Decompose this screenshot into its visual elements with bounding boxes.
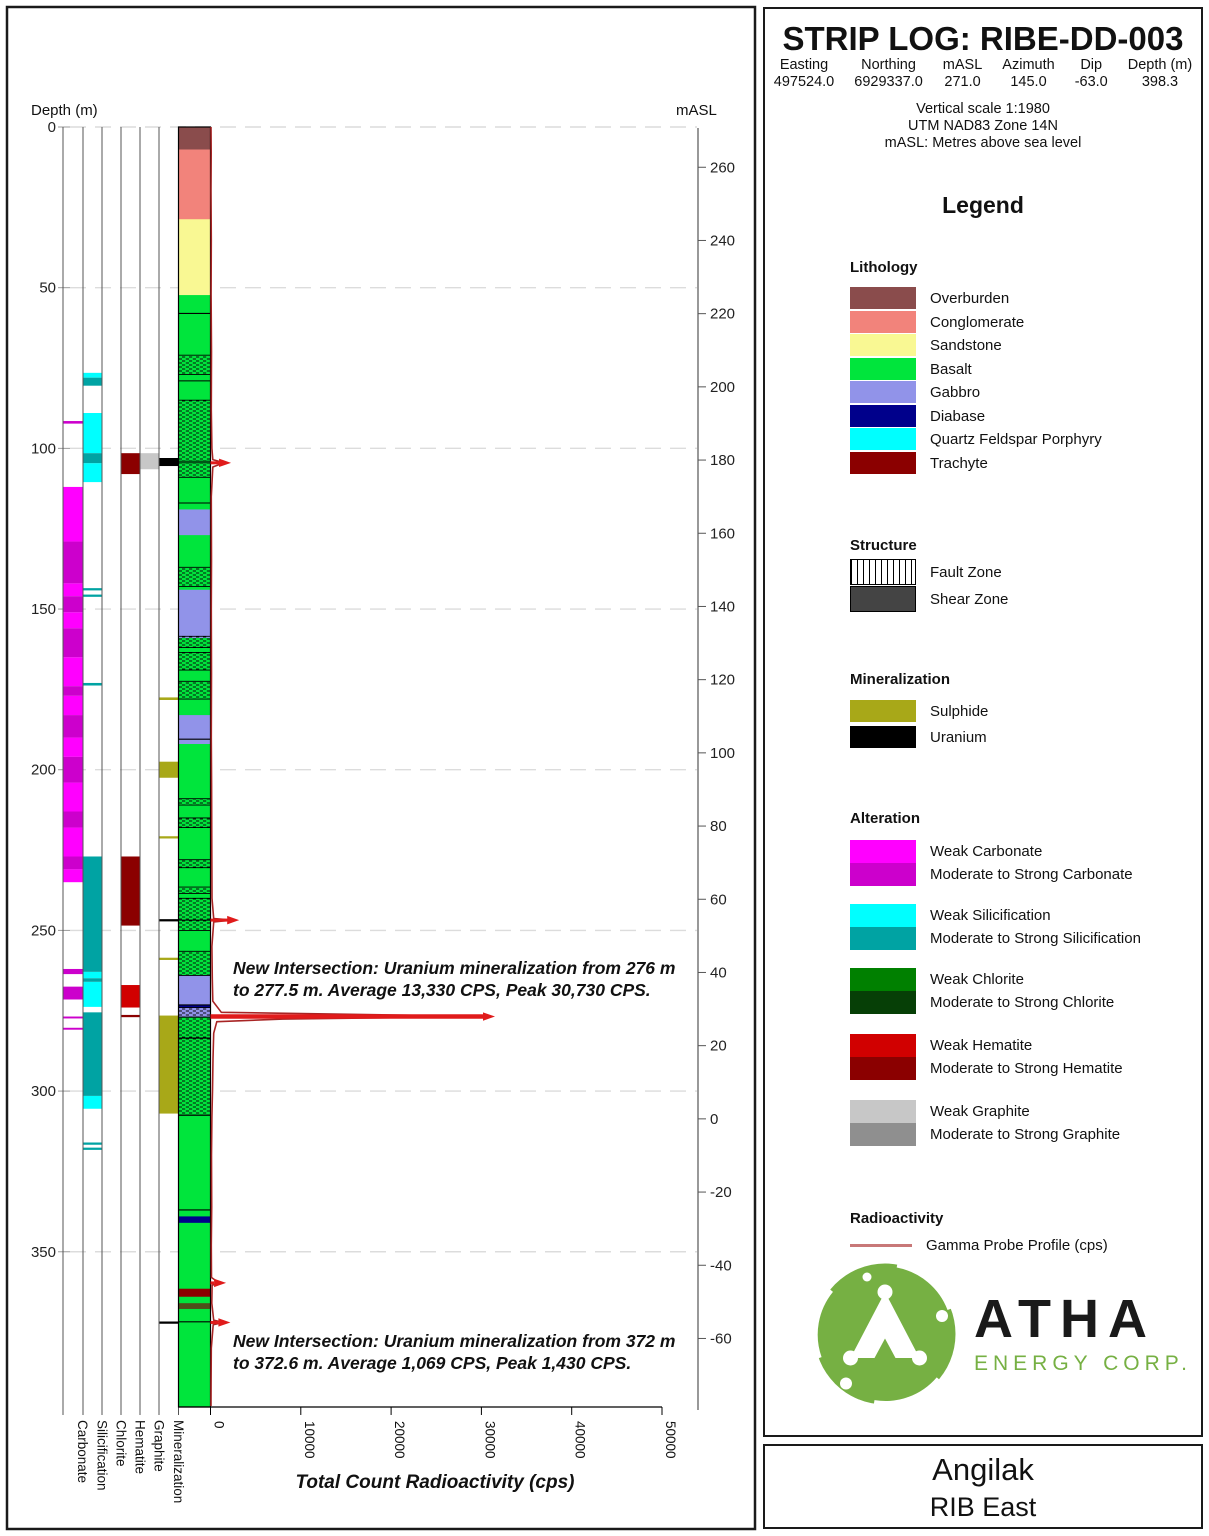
intersection-annotation-1: New Intersection: Uranium mineralization from 276 m to 277.5 m. Average 13,330 CPS, Peak 30,730 CPS. xyxy=(233,958,676,1000)
info-panel xyxy=(763,7,1203,1437)
svg-text:0: 0 xyxy=(710,1110,719,1128)
svg-text:300: 300 xyxy=(30,1083,56,1101)
svg-text:Graphite: Graphite xyxy=(151,1420,167,1472)
utm-note: UTM NAD83 Zone 14N xyxy=(908,118,1058,134)
svg-text:Chlorite: Chlorite xyxy=(113,1420,129,1467)
svg-text:0: 0 xyxy=(211,1420,227,1429)
legend-group-graphite: Weak Graphite Moderate to Strong Graphite xyxy=(850,1100,1120,1146)
page-title: STRIP LOG: RIBE-DD-003 xyxy=(782,20,1184,57)
svg-text:0: 0 xyxy=(47,119,56,136)
hematite-swatch xyxy=(850,1034,916,1080)
legend-row-uranium: Uranium xyxy=(850,725,987,749)
svg-text:220: 220 xyxy=(710,305,736,323)
qfp-swatch xyxy=(850,428,916,450)
legend-row-qfp: Quartz Feldspar Porphyry xyxy=(850,427,1102,451)
mineralization-heading: Mineralization xyxy=(850,671,951,688)
svg-text:160: 160 xyxy=(710,525,736,543)
radioactivity-heading: Radioactivity xyxy=(850,1210,944,1227)
uranium-swatch xyxy=(850,726,916,748)
legend-row-shear-zone: Shear Zone xyxy=(850,587,1008,611)
svg-text:50: 50 xyxy=(39,279,56,297)
masl-axis-label: mASL xyxy=(676,102,717,119)
lithology-heading: Lithology xyxy=(850,259,918,276)
diabase-swatch xyxy=(850,405,916,427)
alteration-heading: Alteration xyxy=(850,810,921,827)
company-logo xyxy=(810,1259,1192,1409)
legend-row-gabbro: Gabbro xyxy=(850,380,980,404)
legend-row-fault-zone: Fault Zone xyxy=(850,560,1002,584)
trachyte-swatch xyxy=(850,452,916,474)
legend-row-overburden: Overburden xyxy=(850,286,1009,310)
conglomerate-swatch xyxy=(850,311,916,333)
fault-zone-swatch xyxy=(850,559,916,585)
svg-text:30000: 30000 xyxy=(482,1420,498,1459)
svg-text:20000: 20000 xyxy=(392,1420,408,1459)
svg-text:Mineralization: Mineralization xyxy=(170,1420,186,1504)
overburden-swatch xyxy=(850,287,916,309)
svg-text:200: 200 xyxy=(710,378,736,396)
svg-text:250: 250 xyxy=(30,922,56,940)
structure-heading: Structure xyxy=(850,537,917,554)
svg-text:Silicification: Silicification xyxy=(94,1420,110,1491)
svg-text:350: 350 xyxy=(30,1243,56,1261)
chlorite-swatch xyxy=(850,968,916,1014)
svg-text:-60: -60 xyxy=(710,1330,732,1348)
legend-row-basalt: Basalt xyxy=(850,357,972,381)
legend-row-diabase: Diabase xyxy=(850,404,985,428)
sulphide-swatch xyxy=(850,700,916,722)
masl-note: mASL: Metres above sea level xyxy=(884,135,1082,151)
svg-text:140: 140 xyxy=(710,598,736,616)
legend-group-carbonate: Weak Carbonate Moderate to Strong Carbonate xyxy=(850,840,1133,886)
legend-row-sulphide: Sulphide xyxy=(850,699,988,723)
silicification-swatch xyxy=(850,904,916,950)
svg-text:Carbonate: Carbonate xyxy=(75,1420,90,1484)
gabbro-swatch xyxy=(850,381,916,403)
project-name: Angilak xyxy=(932,1452,1034,1487)
graphite-swatch xyxy=(850,1100,916,1146)
legend-title: Legend xyxy=(942,192,1024,218)
gamma-line-swatch xyxy=(850,1244,912,1247)
legend-row-sandstone: Sandstone xyxy=(850,333,1002,357)
carbonate-swatch xyxy=(850,840,916,886)
sandstone-swatch xyxy=(850,334,916,356)
intersection-annotation-2: New Intersection: Uranium mineralization from 372 m to 372.6 m. Average 1,069 CPS, Peak 1,430 CPS. xyxy=(233,1331,676,1373)
vertical-scale-note: Vertical scale 1:1980 xyxy=(916,101,1050,117)
svg-text:10000: 10000 xyxy=(301,1420,317,1459)
basalt-swatch xyxy=(850,358,916,380)
svg-text:120: 120 xyxy=(710,671,736,689)
legend-row-gamma: Gamma Probe Profile (cps) xyxy=(850,1233,1108,1257)
svg-text:-20: -20 xyxy=(710,1184,732,1202)
footer-panel xyxy=(763,1444,1203,1529)
area-name: RIB East xyxy=(929,1492,1037,1522)
legend-group-hematite: Weak Hematite Moderate to Strong Hematite xyxy=(850,1034,1123,1080)
atha-logo-icon xyxy=(810,1259,960,1409)
svg-text:40000: 40000 xyxy=(572,1420,588,1459)
svg-text:240: 240 xyxy=(710,232,736,250)
svg-text:Hematite: Hematite xyxy=(132,1420,148,1475)
svg-text:-40: -40 xyxy=(710,1257,732,1275)
svg-text:60: 60 xyxy=(710,891,727,909)
svg-text:80: 80 xyxy=(710,818,727,836)
legend-group-chlorite: Weak Chlorite Moderate to Strong Chlorite xyxy=(850,968,1114,1014)
svg-text:40: 40 xyxy=(710,964,727,982)
svg-text:100: 100 xyxy=(710,744,736,762)
legend-group-silicification: Weak Silicification Moderate to Strong Silicification xyxy=(850,904,1141,950)
svg-text:200: 200 xyxy=(30,761,56,779)
depth-axis-label: Depth (m) xyxy=(31,102,98,119)
legend-row-conglomerate: Conglomerate xyxy=(850,310,1024,334)
logo-subtitle: ENERGY CORP. xyxy=(974,1352,1192,1375)
svg-text:50000: 50000 xyxy=(663,1420,678,1459)
svg-text:20: 20 xyxy=(710,1037,727,1055)
svg-text:180: 180 xyxy=(710,452,736,470)
svg-text:150: 150 xyxy=(30,601,56,619)
svg-text:100: 100 xyxy=(30,440,56,458)
legend-row-trachyte: Trachyte xyxy=(850,451,988,475)
svg-text:260: 260 xyxy=(710,159,736,177)
radioactivity-axis-title: Total Count Radioactivity (cps) xyxy=(295,1472,575,1493)
shear-zone-swatch xyxy=(850,586,916,612)
logo-name: ATHA xyxy=(974,1289,1156,1349)
collar-info: Easting 497524.0 Northing 6929337.0 mASL 271.0 Azimuth 145.0 Dip -63.0 Depth (m) 398.3 xyxy=(773,57,1193,90)
